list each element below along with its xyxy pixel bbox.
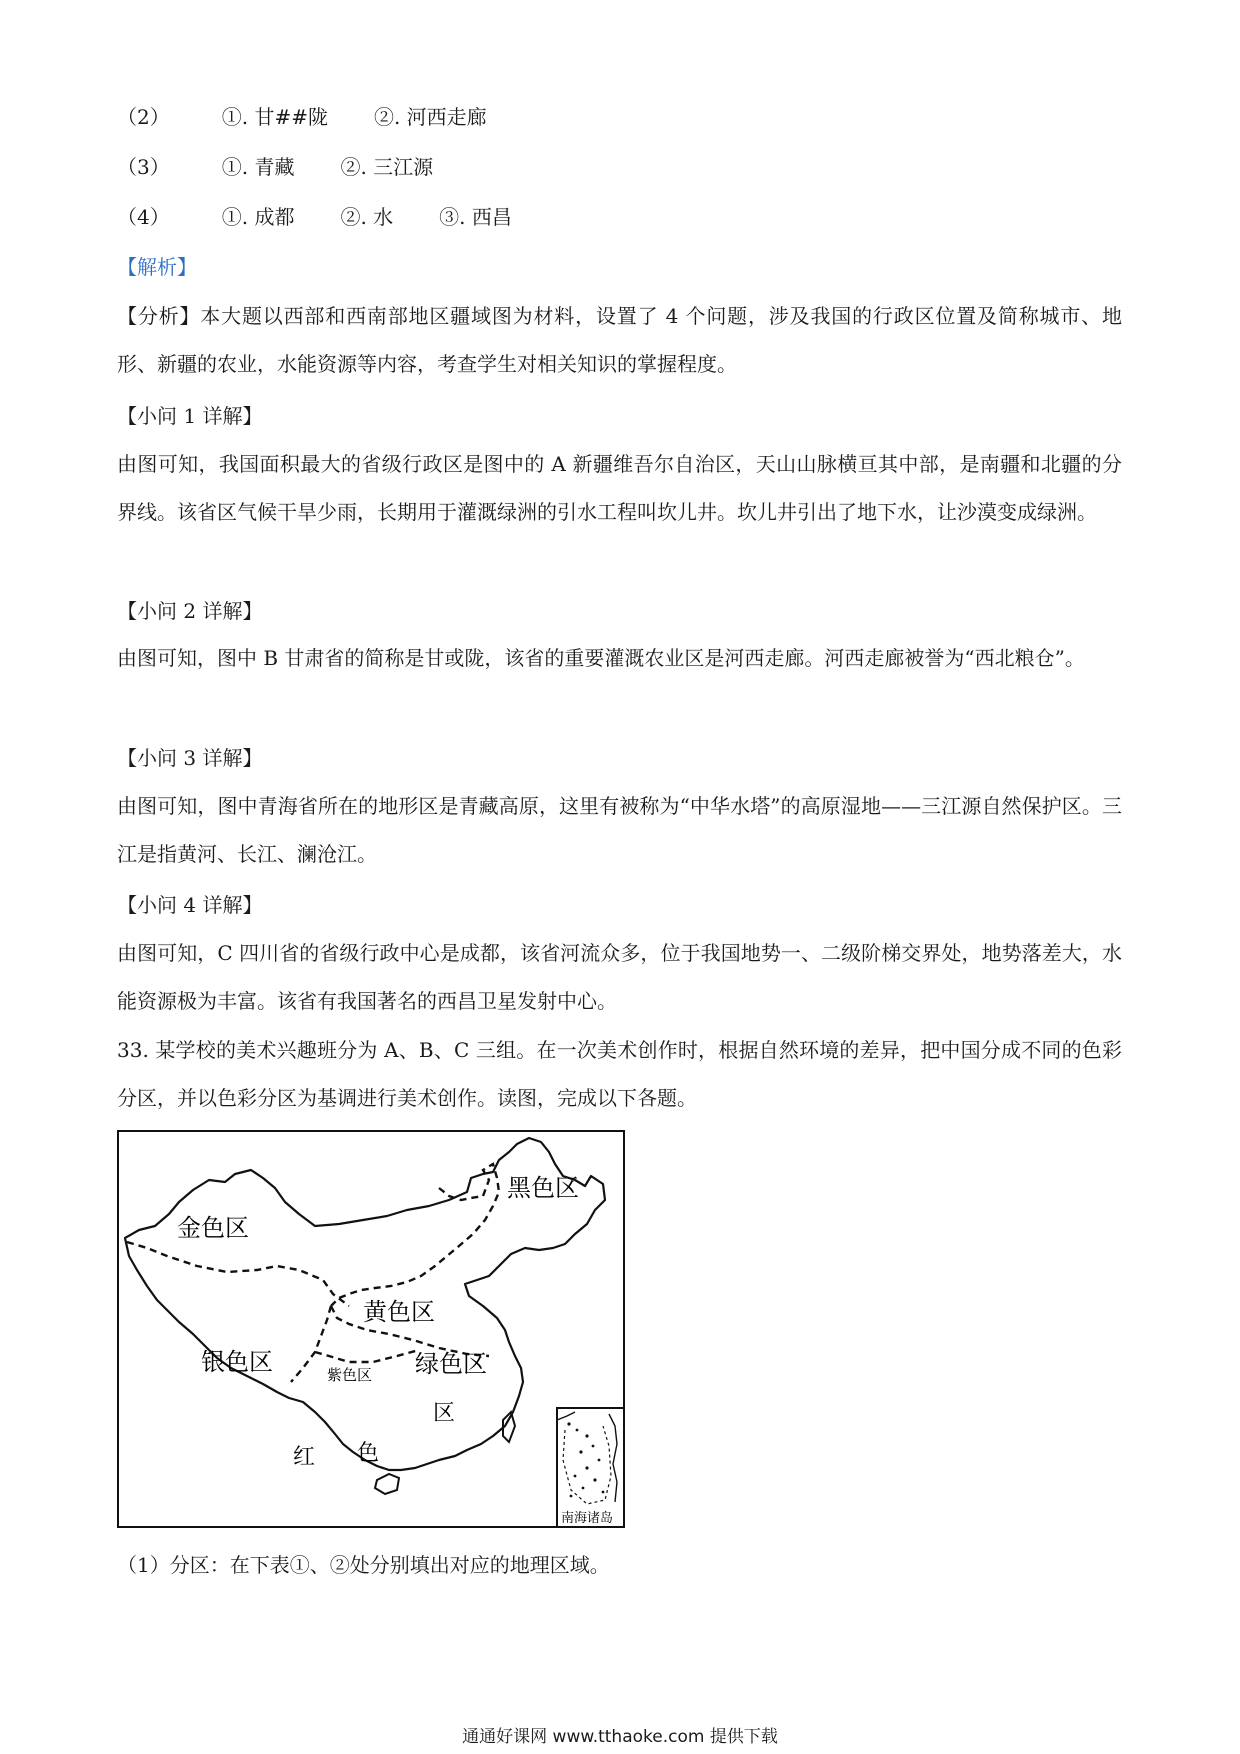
label-nanhai: 南海诸岛 [561, 1511, 614, 1526]
question-33: 33. 某学校的美术兴趣班分为 A、B、C 三组。在一次美术创作时，根据自然环境的差异，把中国分成不同的色彩分区，并以色彩分区为基调进行美术创作。读图，完成以下各题。 [117, 1038, 1122, 1110]
label-qu: 区 [433, 1401, 456, 1426]
answer-item: ②. 河西走廊 [373, 105, 487, 129]
answer-item: ①. 青藏 [221, 155, 295, 179]
label-zi-zone: 紫色区 [327, 1366, 373, 1384]
answer-item: ②. 三江源 [340, 155, 434, 179]
label-jin-zone: 金色区 [177, 1214, 249, 1242]
detail-heading-3: 【小问 3 详解】 [117, 746, 263, 770]
answer-row-2 [117, 102, 487, 132]
detail-text-3: 由图可知，图中青海省所在的地形区是青藏高原，这里有被称为“中华水塔”的高原湿地——三江源自然保护区。三江是指黄河、长江、澜沧江。 [117, 794, 1122, 866]
detail-text-2: 由图可知，图中 B 甘肃省的简称是甘或陇，该省的重要灌溉农业区是河西走廊。河西走廊被誉为“西北粮仓”。 [117, 646, 1085, 670]
answer-item: ③. 西昌 [439, 205, 512, 229]
answer-number: （3） [117, 155, 170, 179]
detail-heading-4: 【小问 4 详解】 [117, 893, 263, 917]
answer-number: （2） [117, 105, 170, 129]
label-huang-zone: 黄色区 [363, 1298, 435, 1326]
answer-item: ①. 成都 [221, 205, 295, 229]
label-se: 色 [357, 1441, 380, 1466]
detail-text-4: 由图可知，C 四川省的省级行政中心是成都，该省河流众多，位于我国地势一、二级阶梯交界处，地势落差大，水能资源极为丰富。该省有我国著名的西昌卫星发射中心。 [117, 941, 1122, 1013]
answer-row-4 [117, 202, 512, 232]
answer-item: ①. 甘##陇 [221, 105, 328, 129]
detail-heading-2: 【小问 2 详解】 [117, 599, 263, 623]
detail-text-1: 由图可知，我国面积最大的省级行政区是图中的 A 新疆维吾尔自治区，天山山脉横亘其中部，是南疆和北疆的分界线。该省区气候干旱少雨，长期用于灌溉绿洲的引水工程叫坎儿井。坎儿井引出了地下水，让沙漠变成绿洲。 [117, 452, 1122, 524]
label-lv-zone: 绿色区 [415, 1350, 487, 1378]
answer-number: （4） [117, 205, 170, 229]
china-color-zone-map [117, 1130, 625, 1528]
label-yin-zone: 银色区 [201, 1348, 273, 1376]
page-footer: 通通好课网 www.tthaoke.com 提供下载 [462, 1727, 778, 1747]
sub-question-1: （1）分区：在下表①、②处分别填出对应的地理区域。 [117, 1553, 610, 1577]
label-hei-zone: 黑色区 [507, 1174, 579, 1202]
label-hong: 红 [293, 1445, 316, 1470]
answer-item: ②. 水 [340, 205, 394, 229]
detail-heading-1: 【小问 1 详解】 [117, 404, 263, 428]
jiexi-heading: 【解析】 [117, 255, 197, 279]
analysis-paragraph: 【分析】本大题以西部和西南部地区疆域图为材料，设置了 4 个问题，涉及我国的行政区位置及简称城市、地形、新疆的农业，水能资源等内容，考查学生对相关知识的掌握程度。 [117, 304, 1122, 376]
answer-row-3 [117, 152, 433, 182]
